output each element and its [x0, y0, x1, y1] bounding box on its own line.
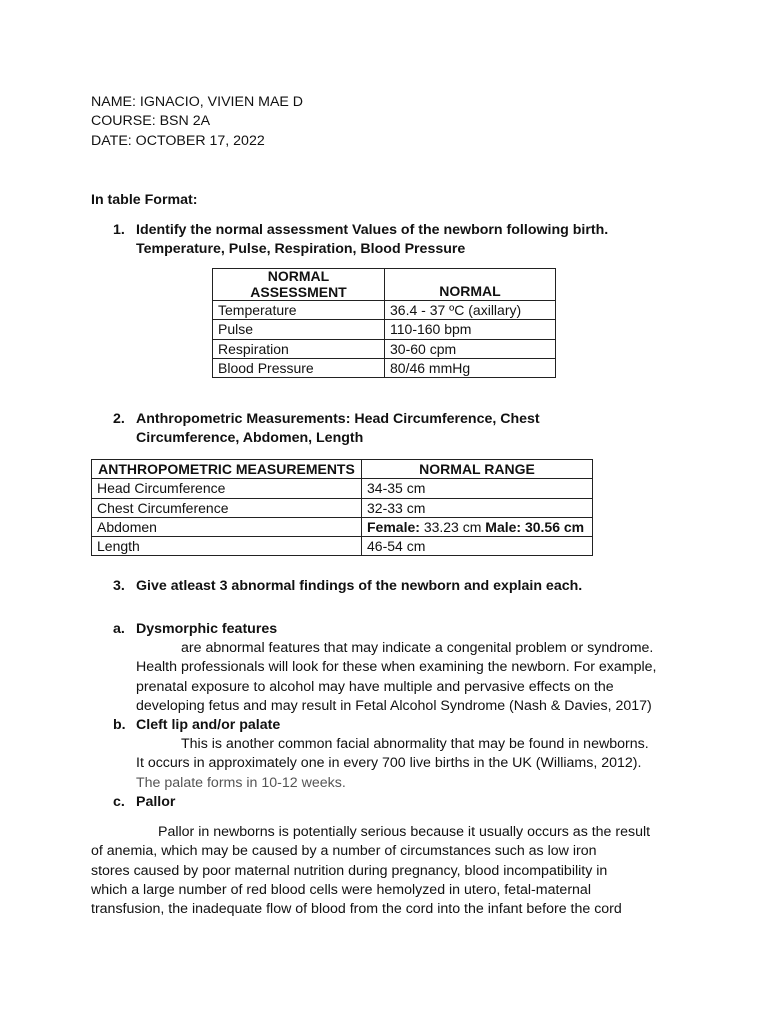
question-2-line-1: Anthropometric Measurements: Head Circumference, Chest	[136, 411, 540, 427]
finding-a-title: Dysmorphic features	[136, 621, 278, 637]
female-label: Female:	[367, 518, 420, 535]
table-cell: Head Circumference	[92, 479, 362, 498]
table-cell: Chest Circumference	[92, 498, 362, 517]
table-header-row	[92, 460, 593, 479]
question-1-number: 1.	[113, 222, 125, 238]
table-cell: Pulse	[213, 320, 385, 339]
question-3-line-1: Give atleast 3 abnormal findings of the newborn and explain each.	[136, 578, 583, 594]
column-header-normal-range: NORMAL RANGE	[362, 460, 593, 479]
intro-heading: In table Format:	[91, 192, 198, 208]
male-value: Male: 30.56 cm	[485, 518, 585, 535]
table-cell: Abdomen	[92, 517, 362, 536]
question-2-line-2: Circumference, Abdomen, Length	[136, 430, 364, 447]
finding-b-line: The palate forms in 10-12 weeks.	[136, 774, 346, 791]
question-1	[113, 221, 683, 261]
student-course: COURSE: BSN 2A	[91, 113, 211, 130]
question-3	[113, 577, 683, 597]
question-1-line-2: Temperature, Pulse, Respiration, Blood Pressure	[136, 241, 466, 258]
table-row	[92, 479, 593, 498]
table-cell: 30-60 cpm	[385, 339, 556, 358]
submission-date: DATE: OCTOBER 17, 2022	[91, 132, 265, 149]
finding-b-line: It occurs in approximately one in every 700 live births in the UK (Williams, 2012).	[136, 755, 642, 772]
newborn-vital-signs-table	[212, 268, 556, 378]
finding-c-line: of anemia, which may be caused by a number of circumstances such as low iron	[91, 843, 597, 860]
table-row	[213, 301, 556, 320]
table-cell: 36.4 - 37 ºC (axillary)	[385, 301, 556, 320]
finding-a-line: are abnormal features that may indicate a congenital problem or syndrome.	[181, 640, 654, 656]
table-row	[92, 537, 593, 556]
table-cell: 110-160 bpm	[385, 320, 556, 339]
finding-b-title: Cleft lip and/or palate	[136, 717, 281, 733]
finding-b-heading	[113, 716, 678, 736]
finding-c-line: stores caused by poor maternal nutrition during pregnancy, blood incompatibility in	[91, 862, 608, 879]
table-row	[213, 320, 556, 339]
table-cell: 80/46 mmHg	[385, 358, 556, 377]
finding-c-line: transfusion, the inadequate flow of blood from the cord into the infant before the cord	[91, 901, 622, 918]
table-cell: Length	[92, 537, 362, 556]
table-cell: Temperature	[213, 301, 385, 320]
table-cell: 34-35 cm	[362, 479, 593, 498]
anthropometric-table	[91, 459, 593, 556]
female-value: 33.23 cm	[423, 518, 482, 535]
finding-c-title: Pallor	[136, 794, 176, 810]
table-cell: 32-33 cm	[362, 498, 593, 517]
finding-c-line: which a large number of red blood cells were hemolyzed in utero, fetal-maternal	[91, 881, 591, 898]
student-name: NAME: IGNACIO, VIVIEN MAE D	[91, 94, 304, 110]
finding-b-body	[136, 735, 678, 793]
finding-c-label: c.	[113, 794, 125, 810]
column-header-assessment: NORMAL ASSESSMENT	[213, 269, 385, 301]
finding-c-line: Pallor in newborns is potentially serious because it usually occurs as the result	[158, 824, 651, 840]
finding-b-line: This is another common facial abnormality that may be found in newborns.	[181, 736, 649, 752]
column-header-normal: NORMAL	[385, 269, 556, 301]
student-header	[91, 93, 303, 151]
finding-a-line: prenatal exposure to alcohol may have multiple and pervasive effects on the	[136, 678, 614, 695]
question-2	[113, 410, 683, 450]
finding-b-label: b.	[113, 717, 126, 733]
column-header-measurements: ANTHROPOMETRIC MEASUREMENTS	[92, 460, 362, 479]
table-cell	[362, 517, 593, 536]
table-cell: Respiration	[213, 339, 385, 358]
finding-a-label: a.	[113, 621, 125, 637]
table-row	[213, 358, 556, 377]
table-row	[213, 339, 556, 358]
table-header-row	[213, 269, 556, 301]
finding-a-heading	[113, 620, 678, 640]
table-row	[92, 517, 593, 536]
finding-a-body	[136, 639, 678, 716]
question-1-line-1: Identify the normal assessment Values of the newborn following birth.	[136, 222, 609, 238]
finding-c-heading	[113, 793, 678, 813]
table-cell: Blood Pressure	[213, 358, 385, 377]
finding-a-line: developing fetus and may result in Fetal Alcohol Syndrome (Nash & Davies, 2017)	[136, 697, 652, 714]
question-3-number: 3.	[113, 578, 125, 594]
finding-a-line: Health professionals will look for these when examining the newborn. For example,	[136, 659, 657, 676]
table-cell: 46-54 cm	[362, 537, 593, 556]
finding-c-body	[91, 823, 678, 919]
question-2-number: 2.	[113, 411, 125, 427]
table-row	[92, 498, 593, 517]
